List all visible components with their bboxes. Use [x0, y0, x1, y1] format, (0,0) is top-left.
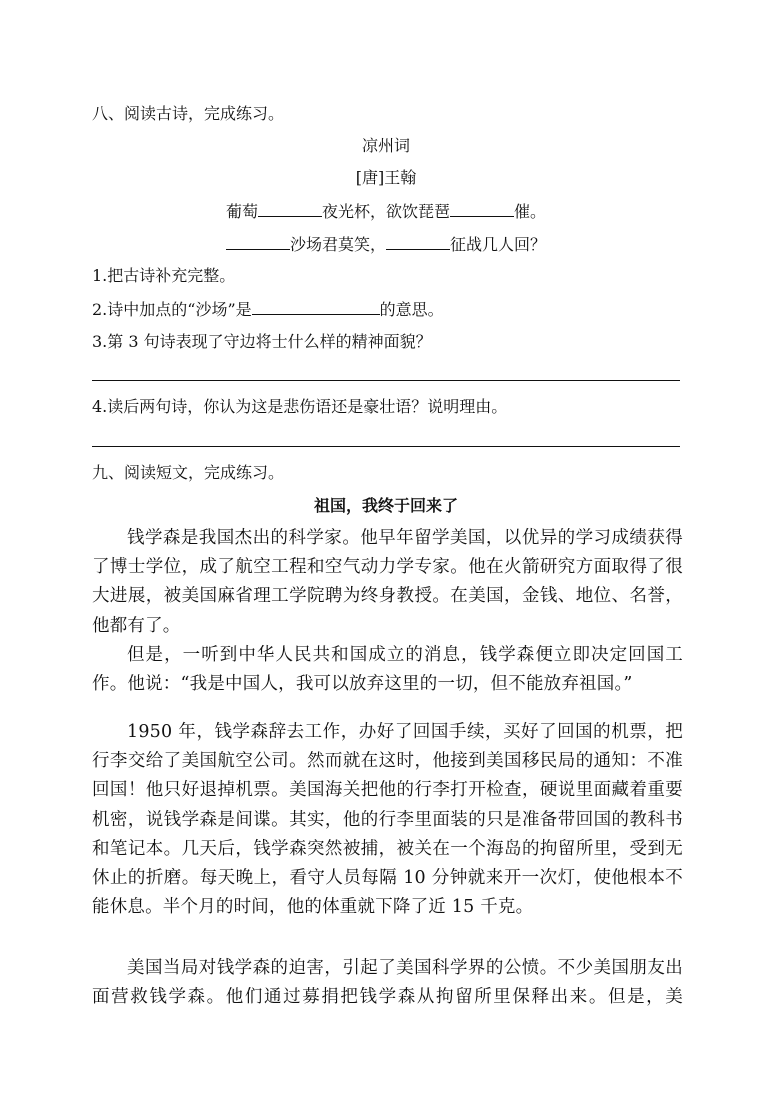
- question-1: 1.把古诗补充完整。: [92, 266, 236, 285]
- section-8-heading: 八、阅读古诗，完成练习。: [92, 104, 285, 123]
- poem-blank-4[interactable]: [386, 234, 450, 250]
- article-paragraph-2: 但是，一听到中华人民共和国成立的消息，钱学森便立即决定回国工作。他说：“我是中国人，我可以放弃这里的一切，但不能放弃祖国。”: [92, 645, 683, 695]
- section-9-heading: 九、阅读短文，完成练习。: [92, 463, 285, 482]
- poem-line-1-part-c: 催。: [514, 202, 547, 221]
- article-title: 祖国，我终于回来了: [313, 496, 458, 515]
- poem-line-1-part-a: 葡萄: [225, 202, 258, 221]
- question-2-text-a: 2.诗中加点的“沙场”是: [92, 300, 252, 319]
- article-paragraph-4: 美国当局对钱学森的迫害，引起了美国科学界的公愤。不少美国朋友出面营救钱学森。他们通过募捐把钱学森从拘留所里保释出来。但是，美: [92, 958, 683, 1008]
- poem-line-2-part-b: 征战几人回？: [450, 235, 547, 254]
- question-2: [92, 299, 444, 320]
- poem-blank-2[interactable]: [450, 201, 514, 217]
- poem-blank-3[interactable]: [226, 234, 290, 250]
- poem-line-1: [92, 201, 680, 222]
- article-paragraph-3: 1950 年，钱学森辞去工作，办好了回国手续，买好了回国的机票，把行李交给了美国航空公司。然而就在这时，他接到美国移民局的通知：不准回国！他只好退掉机票。美国海关把他的行李打开检查，硬说里面藏着重要机密，说钱学森是间谍。其实，他的行李里面装的只是准备带回国的教科书和笔记本。几天后，钱学森突然被捕，被关在一个海岛的拘留所里，受到无休止的折磨。每天晚上，看守人员每隔 10 分钟就来开一次灯，使他根本不能休息。半个月的时间，他的体重就下降了近 15 千克。: [92, 722, 683, 918]
- answer-line-3[interactable]: [92, 380, 680, 381]
- question-2-text-b: 的意思。: [379, 300, 444, 319]
- article-paragraph-1: 钱学森是我国杰出的科学家。他早年留学美国，以优异的学习成绩获得了博士学位，成了航空工程和空气动力学专家。他在火箭研究方面取得了很大进展，被美国麻省理工学院聘为终身教授。在美国，金钱、地位、名誉，他都有了。: [92, 528, 683, 636]
- poem-blank-1[interactable]: [258, 201, 322, 217]
- question-3: 3.第 3 句诗表现了守边将士什么样的精神面貌？: [92, 332, 432, 351]
- poem-title: 凉州词: [361, 136, 410, 155]
- answer-line-4[interactable]: [92, 446, 680, 447]
- poem-line-2-part-a: 沙场君莫笑，: [289, 235, 386, 254]
- poem-line-2: [92, 234, 680, 255]
- poem-line-1-part-b: 夜光杯，欲饮琵琶: [321, 202, 450, 221]
- question-2-blank[interactable]: [252, 299, 380, 315]
- question-4: 4.读后两句诗，你认为这是悲伤语还是豪壮语？说明理由。: [92, 397, 508, 416]
- poem-author: [唐]王翰: [355, 168, 417, 187]
